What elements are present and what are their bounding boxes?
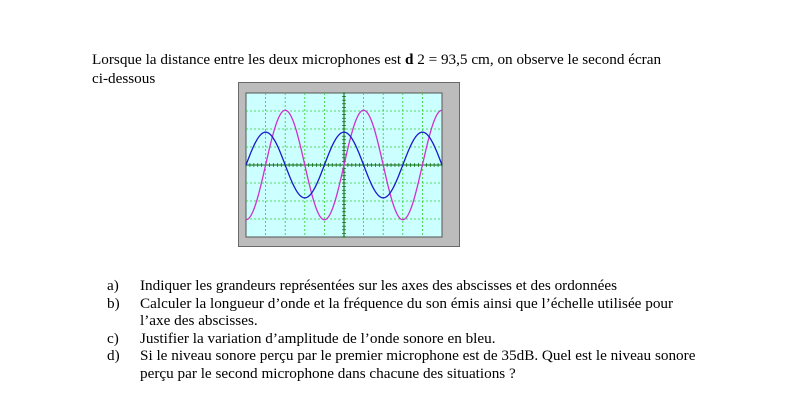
question-a	[107, 277, 707, 295]
question-text: Calculer la longueur d’onde et la fréquence du son émis ainsi que l’échelle utilisée pour l’axe des abscisses.	[140, 294, 674, 330]
question-label: c)	[107, 329, 119, 347]
question-d	[107, 347, 707, 382]
oscilloscope-display	[239, 83, 459, 246]
question-text: Indiquer les grandeurs représentées sur les axes des abscisses et des ordonnées	[140, 277, 617, 294]
question-label: b)	[107, 294, 120, 312]
question-list	[107, 277, 707, 383]
question-text: Justifier la variation d’amplitude de l’onde sonore en bleu.	[140, 329, 496, 347]
distance-symbol: d	[404, 51, 414, 68]
question-b	[107, 295, 707, 330]
intro-text-after: 2 = 93,5 cm, on observe le second écran	[413, 51, 662, 68]
oscilloscope-screen	[238, 82, 460, 247]
intro-text-before: Lorsque la distance entre les deux microphones est	[92, 51, 405, 68]
intro-line2: ci-dessous	[92, 70, 156, 87]
question-c	[107, 330, 707, 348]
question-text: Si le niveau sonore perçu par le premier microphone est de 35dB. Quel est le niveau sonore perçu par le second microphone dans chacune des situations ?	[140, 347, 696, 382]
question-label: a)	[107, 277, 119, 294]
question-label: d)	[107, 347, 120, 365]
